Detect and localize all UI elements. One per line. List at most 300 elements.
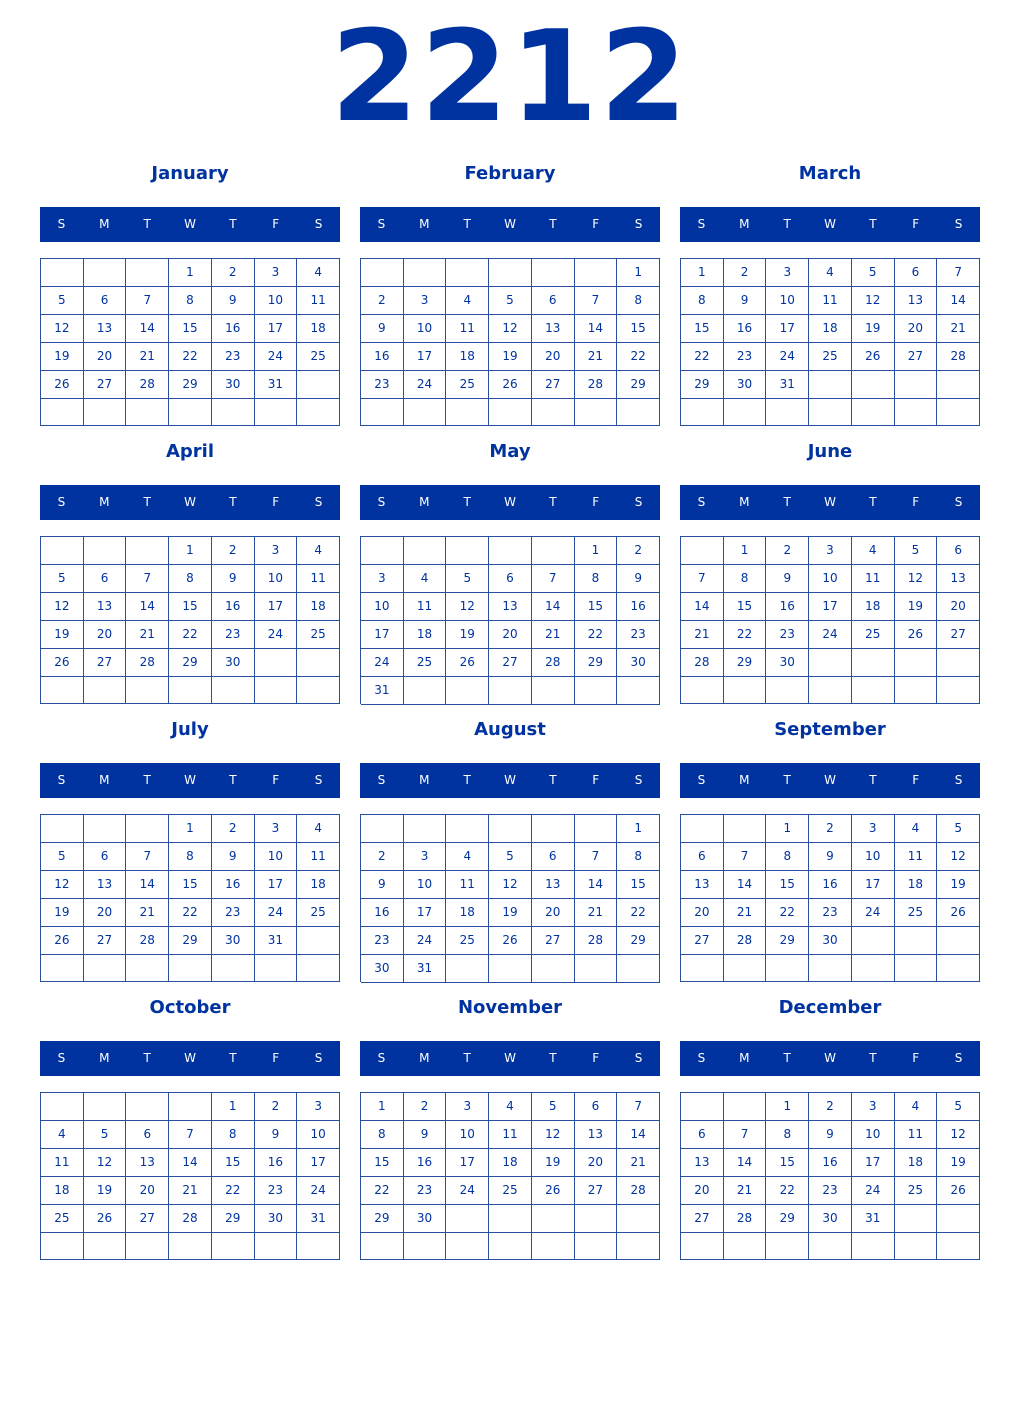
day-cell: 22 (681, 343, 724, 371)
month-april (40, 437, 340, 707)
day-cell: 17 (255, 315, 298, 343)
empty-day-cell (852, 399, 895, 426)
day-cell: 25 (446, 371, 489, 399)
day-cell: 31 (361, 677, 404, 705)
empty-day-cell (446, 259, 489, 287)
empty-day-cell (617, 955, 660, 983)
empty-day-cell (84, 537, 127, 565)
day-cell: 13 (84, 315, 127, 343)
empty-day-cell (532, 537, 575, 565)
day-cell: 29 (617, 371, 660, 399)
day-cell: 6 (126, 1121, 169, 1149)
weekday-header (360, 763, 660, 798)
day-cell: 5 (937, 815, 980, 843)
day-cell: 5 (489, 843, 532, 871)
empty-day-cell (895, 399, 938, 426)
empty-day-cell (937, 399, 980, 426)
day-cell: 13 (895, 287, 938, 315)
day-cell: 18 (489, 1149, 532, 1177)
weekday-label: F (912, 217, 920, 231)
day-cell: 8 (212, 1121, 255, 1149)
day-cell: 27 (575, 1177, 618, 1205)
day-cell: 6 (681, 843, 724, 871)
day-cell: 10 (852, 843, 895, 871)
weekday-label: W (824, 217, 836, 231)
weekday-label: W (504, 773, 516, 787)
day-cell: 15 (169, 315, 212, 343)
day-cell: 22 (766, 899, 809, 927)
day-cell: 29 (169, 649, 212, 677)
day-cell: 17 (255, 871, 298, 899)
day-cell: 11 (446, 315, 489, 343)
empty-day-cell (489, 955, 532, 983)
day-cell: 31 (852, 1205, 895, 1233)
weekday-label: S (377, 1051, 386, 1065)
day-cell: 30 (212, 927, 255, 955)
weekday-label: M (419, 217, 430, 231)
day-cell: 19 (41, 899, 84, 927)
day-cell: 20 (84, 899, 127, 927)
empty-day-cell (809, 1233, 852, 1260)
day-cell: 27 (895, 343, 938, 371)
empty-day-cell (169, 1093, 212, 1121)
month-name: March (798, 163, 862, 184)
empty-day-cell (489, 1233, 532, 1260)
day-cell: 2 (361, 287, 404, 315)
day-cell: 13 (84, 593, 127, 621)
day-cell: 15 (617, 315, 660, 343)
day-cell: 4 (41, 1121, 84, 1149)
day-cell: 26 (446, 649, 489, 677)
weekday-label: S (377, 773, 386, 787)
day-cell: 1 (169, 815, 212, 843)
day-cell: 28 (126, 371, 169, 399)
day-cell: 2 (404, 1093, 447, 1121)
weekday-label: S (57, 773, 66, 787)
day-cell: 17 (852, 871, 895, 899)
day-cell: 15 (724, 593, 767, 621)
day-cell: 25 (297, 899, 340, 927)
day-cell: 1 (617, 259, 660, 287)
day-cell: 28 (575, 927, 618, 955)
day-cell: 21 (575, 899, 618, 927)
weekday-label: S (954, 1051, 963, 1065)
weekday-label: W (504, 217, 516, 231)
month-august (360, 715, 660, 985)
empty-day-cell (84, 1233, 127, 1260)
day-grid (360, 258, 660, 426)
weekday-label: S (697, 495, 706, 509)
day-cell: 14 (617, 1121, 660, 1149)
day-cell: 19 (532, 1149, 575, 1177)
day-cell: 21 (575, 343, 618, 371)
day-cell: 28 (126, 649, 169, 677)
day-cell: 7 (617, 1093, 660, 1121)
empty-day-cell (446, 677, 489, 705)
empty-day-cell (84, 259, 127, 287)
month-may (360, 437, 660, 707)
day-cell: 23 (255, 1177, 298, 1205)
empty-day-cell (617, 677, 660, 705)
day-cell: 20 (575, 1149, 618, 1177)
empty-day-cell (446, 955, 489, 983)
day-cell: 26 (895, 621, 938, 649)
day-cell: 6 (681, 1121, 724, 1149)
empty-day-cell (681, 815, 724, 843)
day-cell: 18 (41, 1177, 84, 1205)
day-cell: 8 (617, 843, 660, 871)
empty-day-cell (724, 677, 767, 704)
empty-day-cell (532, 955, 575, 983)
empty-day-cell (532, 1205, 575, 1233)
empty-day-cell (446, 1233, 489, 1260)
day-cell: 17 (809, 593, 852, 621)
weekday-header (680, 1041, 980, 1076)
empty-day-cell (41, 1093, 84, 1121)
weekday-label: M (419, 495, 430, 509)
day-cell: 24 (404, 927, 447, 955)
day-cell: 24 (809, 621, 852, 649)
day-cell: 2 (809, 1093, 852, 1121)
day-grid (680, 536, 980, 704)
empty-day-cell (937, 927, 980, 955)
empty-day-cell (361, 1233, 404, 1260)
day-cell: 30 (255, 1205, 298, 1233)
day-cell: 21 (532, 621, 575, 649)
day-cell: 11 (895, 843, 938, 871)
day-cell: 30 (617, 649, 660, 677)
day-cell: 17 (404, 343, 447, 371)
empty-day-cell (126, 677, 169, 704)
day-cell: 12 (446, 593, 489, 621)
day-cell: 19 (84, 1177, 127, 1205)
day-cell: 1 (575, 537, 618, 565)
day-cell: 29 (766, 1205, 809, 1233)
day-cell: 5 (41, 843, 84, 871)
empty-day-cell (361, 537, 404, 565)
day-cell: 23 (361, 927, 404, 955)
day-cell: 30 (809, 927, 852, 955)
day-cell: 16 (766, 593, 809, 621)
day-cell: 14 (724, 1149, 767, 1177)
day-cell: 7 (126, 287, 169, 315)
day-cell: 14 (724, 871, 767, 899)
day-cell: 21 (126, 343, 169, 371)
day-grid (40, 536, 340, 704)
day-cell: 2 (255, 1093, 298, 1121)
weekday-label: S (377, 495, 386, 509)
month-december (680, 993, 980, 1263)
weekday-label: F (912, 773, 920, 787)
empty-day-cell (575, 399, 618, 426)
weekday-label: M (739, 217, 750, 231)
weekday-label: W (184, 1051, 196, 1065)
day-cell: 16 (809, 1149, 852, 1177)
month-january (40, 159, 340, 429)
empty-day-cell (895, 927, 938, 955)
day-cell: 27 (84, 371, 127, 399)
day-cell: 23 (809, 899, 852, 927)
day-cell: 14 (126, 593, 169, 621)
day-cell: 31 (766, 371, 809, 399)
day-cell: 4 (489, 1093, 532, 1121)
empty-day-cell (489, 815, 532, 843)
day-cell: 2 (724, 259, 767, 287)
day-cell: 18 (446, 343, 489, 371)
empty-day-cell (255, 399, 298, 426)
empty-day-cell (297, 371, 340, 399)
day-cell: 17 (404, 899, 447, 927)
day-cell: 12 (84, 1149, 127, 1177)
empty-day-cell (766, 399, 809, 426)
weekday-label: T (869, 217, 877, 231)
day-cell: 3 (766, 259, 809, 287)
weekday-label: M (99, 1051, 110, 1065)
day-cell: 22 (766, 1177, 809, 1205)
weekday-label: S (634, 773, 643, 787)
day-cell: 11 (41, 1149, 84, 1177)
empty-day-cell (617, 1205, 660, 1233)
day-cell: 23 (212, 621, 255, 649)
weekday-label: M (99, 773, 110, 787)
day-cell: 3 (297, 1093, 340, 1121)
day-cell: 3 (404, 287, 447, 315)
day-cell: 15 (681, 315, 724, 343)
weekday-label: S (57, 495, 66, 509)
day-cell: 30 (212, 371, 255, 399)
day-cell: 25 (895, 1177, 938, 1205)
weekday-label: W (824, 773, 836, 787)
empty-day-cell (852, 371, 895, 399)
weekday-label: S (634, 1051, 643, 1065)
day-cell: 19 (852, 315, 895, 343)
day-cell: 18 (404, 621, 447, 649)
day-cell: 26 (532, 1177, 575, 1205)
empty-day-cell (212, 1233, 255, 1260)
day-cell: 22 (617, 899, 660, 927)
day-cell: 15 (169, 871, 212, 899)
weekday-label: F (272, 495, 280, 509)
empty-day-cell (212, 399, 255, 426)
day-cell: 27 (532, 927, 575, 955)
day-cell: 12 (41, 593, 84, 621)
day-cell: 13 (681, 1149, 724, 1177)
empty-day-cell (575, 815, 618, 843)
weekday-label: M (99, 495, 110, 509)
day-cell: 29 (681, 371, 724, 399)
weekday-label: T (143, 217, 151, 231)
weekday-label: W (824, 495, 836, 509)
weekday-label: S (954, 495, 963, 509)
empty-day-cell (852, 1233, 895, 1260)
day-cell: 8 (361, 1121, 404, 1149)
day-cell: 5 (937, 1093, 980, 1121)
day-cell: 6 (895, 259, 938, 287)
day-cell: 29 (361, 1205, 404, 1233)
day-cell: 15 (617, 871, 660, 899)
month-name: October (149, 997, 231, 1018)
empty-day-cell (446, 399, 489, 426)
empty-day-cell (169, 1233, 212, 1260)
day-cell: 23 (404, 1177, 447, 1205)
empty-day-cell (404, 399, 447, 426)
day-cell: 9 (212, 843, 255, 871)
weekday-label: T (549, 217, 557, 231)
day-cell: 20 (84, 621, 127, 649)
empty-day-cell (212, 677, 255, 704)
day-cell: 21 (126, 899, 169, 927)
weekday-label: T (463, 773, 471, 787)
day-cell: 19 (937, 1149, 980, 1177)
day-cell: 20 (126, 1177, 169, 1205)
day-cell: 3 (255, 259, 298, 287)
day-cell: 2 (212, 815, 255, 843)
empty-day-cell (404, 677, 447, 705)
day-cell: 30 (809, 1205, 852, 1233)
day-cell: 21 (126, 621, 169, 649)
day-cell: 13 (681, 871, 724, 899)
empty-day-cell (404, 537, 447, 565)
weekday-label: S (314, 1051, 323, 1065)
day-cell: 30 (724, 371, 767, 399)
day-cell: 29 (724, 649, 767, 677)
day-cell: 3 (809, 537, 852, 565)
day-cell: 27 (489, 649, 532, 677)
weekday-label: S (377, 217, 386, 231)
day-cell: 9 (809, 1121, 852, 1149)
day-cell: 21 (724, 1177, 767, 1205)
weekday-label: T (463, 495, 471, 509)
day-cell: 10 (255, 565, 298, 593)
day-cell: 31 (255, 927, 298, 955)
empty-day-cell (489, 537, 532, 565)
day-cell: 9 (766, 565, 809, 593)
day-cell: 13 (489, 593, 532, 621)
empty-day-cell (489, 399, 532, 426)
day-cell: 24 (255, 899, 298, 927)
day-cell: 27 (84, 927, 127, 955)
day-cell: 5 (852, 259, 895, 287)
weekday-label: T (783, 1051, 791, 1065)
day-cell: 12 (895, 565, 938, 593)
empty-day-cell (895, 955, 938, 982)
day-cell: 25 (809, 343, 852, 371)
day-cell: 5 (489, 287, 532, 315)
day-cell: 17 (852, 1149, 895, 1177)
month-name: May (489, 441, 531, 462)
day-cell: 6 (84, 565, 127, 593)
empty-day-cell (681, 1233, 724, 1260)
day-cell: 11 (297, 565, 340, 593)
day-cell: 27 (84, 649, 127, 677)
day-cell: 27 (937, 621, 980, 649)
weekday-label: M (99, 217, 110, 231)
weekday-header (40, 763, 340, 798)
weekday-label: F (592, 1051, 600, 1065)
weekday-label: W (504, 1051, 516, 1065)
day-cell: 24 (255, 343, 298, 371)
day-cell: 11 (489, 1121, 532, 1149)
weekday-header (360, 207, 660, 242)
empty-day-cell (404, 259, 447, 287)
empty-day-cell (446, 815, 489, 843)
empty-day-cell (489, 1205, 532, 1233)
weekday-label: T (549, 773, 557, 787)
day-cell: 1 (681, 259, 724, 287)
day-cell: 23 (361, 371, 404, 399)
day-cell: 20 (681, 1177, 724, 1205)
weekday-label: F (592, 773, 600, 787)
day-cell: 16 (809, 871, 852, 899)
day-cell: 9 (255, 1121, 298, 1149)
day-cell: 20 (937, 593, 980, 621)
day-cell: 18 (809, 315, 852, 343)
day-cell: 20 (532, 343, 575, 371)
day-cell: 17 (446, 1149, 489, 1177)
day-cell: 16 (212, 315, 255, 343)
empty-day-cell (852, 955, 895, 982)
weekday-label: T (229, 495, 237, 509)
day-grid (40, 814, 340, 982)
day-grid (360, 814, 660, 982)
empty-day-cell (724, 1093, 767, 1121)
weekday-label: M (419, 1051, 430, 1065)
day-cell: 4 (297, 259, 340, 287)
empty-day-cell (532, 677, 575, 705)
day-cell: 11 (297, 843, 340, 871)
weekday-header (40, 485, 340, 520)
day-grid (680, 814, 980, 982)
month-july (40, 715, 340, 985)
day-grid (680, 258, 980, 426)
day-cell: 31 (255, 371, 298, 399)
weekday-header (680, 763, 980, 798)
day-cell: 15 (766, 871, 809, 899)
day-cell: 21 (617, 1149, 660, 1177)
empty-day-cell (532, 399, 575, 426)
empty-day-cell (809, 649, 852, 677)
day-cell: 29 (169, 927, 212, 955)
day-grid (40, 1092, 340, 1260)
weekday-label: T (783, 495, 791, 509)
day-cell: 25 (895, 899, 938, 927)
weekday-label: W (824, 1051, 836, 1065)
empty-day-cell (255, 1233, 298, 1260)
day-cell: 10 (446, 1121, 489, 1149)
day-cell: 3 (446, 1093, 489, 1121)
weekday-label: M (419, 773, 430, 787)
empty-day-cell (41, 537, 84, 565)
day-cell: 4 (446, 843, 489, 871)
empty-day-cell (126, 537, 169, 565)
day-cell: 15 (212, 1149, 255, 1177)
day-cell: 7 (126, 843, 169, 871)
empty-day-cell (84, 399, 127, 426)
day-cell: 4 (404, 565, 447, 593)
day-cell: 8 (681, 287, 724, 315)
day-cell: 9 (212, 287, 255, 315)
day-cell: 30 (766, 649, 809, 677)
day-cell: 16 (404, 1149, 447, 1177)
month-name: July (171, 719, 209, 740)
empty-day-cell (126, 815, 169, 843)
day-cell: 25 (297, 343, 340, 371)
day-cell: 6 (84, 287, 127, 315)
day-cell: 2 (617, 537, 660, 565)
day-cell: 18 (297, 593, 340, 621)
day-cell: 4 (446, 287, 489, 315)
day-cell: 6 (489, 565, 532, 593)
